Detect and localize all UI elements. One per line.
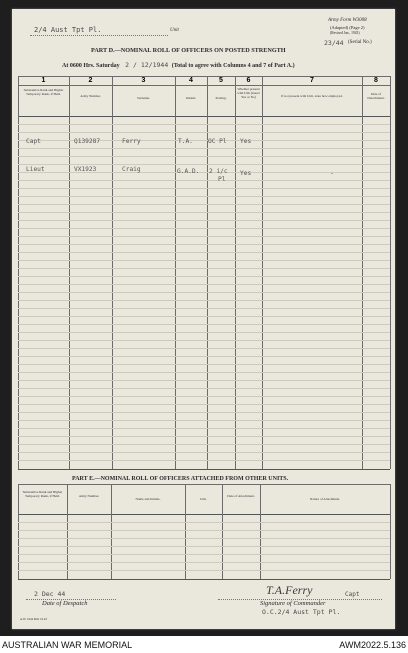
ruled-line — [18, 444, 390, 445]
despatch-value: 2 Dec 44 — [34, 590, 66, 598]
col-num-5: 5 — [219, 77, 223, 84]
col-head-6: Whether present with Unit (insert Yes or No) — [237, 87, 260, 99]
col-line-8 — [390, 76, 391, 469]
part-d-table — [18, 76, 390, 469]
ruled-line — [18, 554, 390, 555]
col-line-4 — [207, 76, 208, 469]
ruled-line — [18, 412, 390, 413]
row1-rank: Capt — [26, 138, 41, 145]
e-col-line-4 — [222, 484, 223, 579]
ruled-line — [18, 538, 390, 539]
ruled-line — [18, 348, 390, 349]
row2-posting-cont: Pl — [218, 176, 226, 183]
row2-surname: Craig — [122, 166, 141, 173]
e-col-line-3 — [185, 484, 186, 579]
ruled-line — [18, 428, 390, 429]
form-line3: (Revised Jan., 1943) — [330, 31, 360, 35]
ruled-line — [18, 388, 390, 389]
ruled-line — [18, 292, 390, 293]
ruled-line — [18, 324, 390, 325]
ruled-line — [18, 460, 390, 461]
row2-rank: Lieut — [26, 166, 45, 173]
e-col-line-0 — [18, 484, 19, 579]
e-col-line-1 — [67, 484, 68, 579]
e-head-1: Substantive Rank and Higher Temporary Rank, if Held. — [22, 490, 63, 498]
row1-number: Q139287 — [74, 138, 101, 145]
row2-present: Yes — [240, 170, 252, 177]
col-head-5: Posting. — [215, 96, 227, 100]
part-d-title: PART D.—NOMINAL ROLL OF OFFICERS ON POSTED STRENGTH — [91, 47, 286, 54]
ruled-line — [18, 300, 390, 301]
date-value: 2 / 12/194 — [125, 61, 165, 69]
row1-surname: Ferry — [122, 138, 141, 145]
commander-label: Signature of Commander — [260, 600, 326, 607]
col-head-2: Army Number. — [80, 94, 101, 98]
ruled-line — [18, 196, 390, 197]
col-num-2: 2 — [88, 77, 93, 84]
e-header-line — [18, 514, 390, 515]
row1-posting: OC Pl — [208, 138, 227, 145]
col-line-1 — [69, 76, 70, 469]
e-head-2: Army Number. — [78, 494, 100, 498]
serial-value: 23/44 — [324, 39, 344, 47]
commander-signature: T.A.Ferry — [266, 583, 313, 597]
row2-number: VX1923 — [74, 166, 97, 173]
e-col-line-5 — [260, 484, 261, 579]
ruled-line — [18, 530, 390, 531]
ruled-line — [18, 452, 390, 453]
col-head-3: Surname. — [137, 96, 150, 100]
commander-unit: O.C.2/4 Aust Tpt Pl. — [262, 608, 341, 616]
col-num-4: 4 — [189, 77, 193, 84]
e-top-line — [18, 484, 390, 485]
part-d-date-line — [62, 61, 392, 69]
ruled-line — [18, 244, 390, 245]
caption-left: AUSTRALIAN WAR MEMORIAL — [2, 640, 133, 650]
col-line-0 — [18, 76, 19, 469]
col-line-5 — [235, 76, 236, 469]
ruled-line — [18, 220, 390, 221]
col-num-8: 8 — [374, 77, 378, 84]
part-e-title: PART E.—NOMINAL ROLL OF OFFICERS ATTACHED FROM OTHER UNITS. — [72, 476, 289, 482]
unit-underline — [30, 35, 168, 36]
e-col-line-6 — [390, 484, 391, 579]
ruled-line — [18, 316, 390, 317]
ruled-line — [18, 420, 390, 421]
col-line-2 — [112, 76, 113, 469]
ruled-line — [18, 148, 390, 149]
e-col-line-2 — [111, 484, 112, 579]
ruled-line — [18, 546, 390, 547]
unit-value: 2/4 Aust Tpt Pl. — [34, 26, 102, 34]
col-line-3 — [175, 76, 176, 469]
col-head-8: Date of Detachment. — [367, 92, 385, 100]
ruled-line — [18, 570, 390, 571]
e-head-6: Nature of Attachment. — [309, 497, 341, 501]
ruled-line — [18, 436, 390, 437]
form-sheet — [12, 9, 395, 629]
ruled-line — [18, 124, 390, 125]
ruled-line — [18, 372, 390, 373]
ruled-line — [18, 340, 390, 341]
ruled-line — [18, 562, 390, 563]
ruled-line — [18, 396, 390, 397]
despatch-label: Date of Despatch — [42, 600, 88, 607]
ruled-line — [18, 228, 390, 229]
col-head-4: Initials. — [185, 96, 197, 100]
row1-present: Yes — [240, 138, 252, 145]
form-line2: (Adapted) (Page 2) — [330, 25, 365, 30]
part-e-table — [18, 484, 390, 579]
row2-employed: - — [330, 170, 334, 177]
ruled-line — [18, 356, 390, 357]
ruled-line — [18, 156, 390, 157]
colnum-line — [18, 85, 390, 86]
e-head-3: Name and Initials. — [135, 497, 161, 501]
ruled-line — [18, 268, 390, 269]
ruled-line — [18, 180, 390, 181]
ruled-line — [18, 380, 390, 381]
printer-note: A.W. 1944 M41 10.43 — [20, 617, 47, 621]
serial-label: (Serial No.) — [348, 40, 372, 45]
col-line-7 — [362, 76, 363, 469]
col-num-7: 7 — [310, 77, 314, 84]
date-line-suffix: (Total to agree with Columns 4 and 7 of Part A.) — [171, 63, 295, 69]
signature-rank: Capt — [345, 591, 360, 598]
ruled-line — [18, 212, 390, 213]
header-bottom-line — [18, 116, 390, 117]
e-head-5: Date of Attachment. — [227, 494, 255, 498]
form-line1: Army Form W3008 — [328, 18, 367, 23]
col-num-3: 3 — [141, 77, 146, 84]
row2-initials: G.A.D. — [177, 168, 200, 175]
col-num-1: 1 — [41, 77, 46, 84]
ruled-line — [18, 404, 390, 405]
col-head-7: If not present with Unit, state how employed. — [281, 94, 343, 98]
col-line-6 — [262, 76, 263, 469]
row1-initials: T.A. — [178, 138, 193, 145]
col-num-6: 6 — [246, 77, 251, 84]
date-year: 4 — [164, 61, 169, 69]
ruled-line — [18, 236, 390, 237]
row2-posting: 2 i/c — [209, 168, 228, 175]
ruled-line — [18, 132, 390, 133]
ruled-line — [18, 284, 390, 285]
date-line-prefix: At 0600 Hrs. Saturday — [62, 63, 120, 69]
ruled-line — [18, 364, 390, 365]
ruled-line — [18, 204, 390, 205]
ruled-line — [18, 260, 390, 261]
ruled-line — [18, 308, 390, 309]
caption-bar — [0, 638, 408, 653]
e-bottom-line — [18, 579, 390, 580]
ruled-line — [18, 252, 390, 253]
caption-right: AWM2022.5.136 — [339, 640, 406, 650]
ruled-line — [18, 332, 390, 333]
ruled-line — [18, 164, 390, 165]
unit-label: Unit — [170, 28, 179, 33]
ruled-line — [18, 188, 390, 189]
table-bottom-line — [18, 469, 390, 470]
ruled-line — [18, 522, 390, 523]
e-head-4: Unit. — [200, 497, 207, 501]
ruled-line — [18, 276, 390, 277]
col-head-1: Substantive Rank and Higher Temporary Rank, if Held. — [23, 88, 64, 96]
